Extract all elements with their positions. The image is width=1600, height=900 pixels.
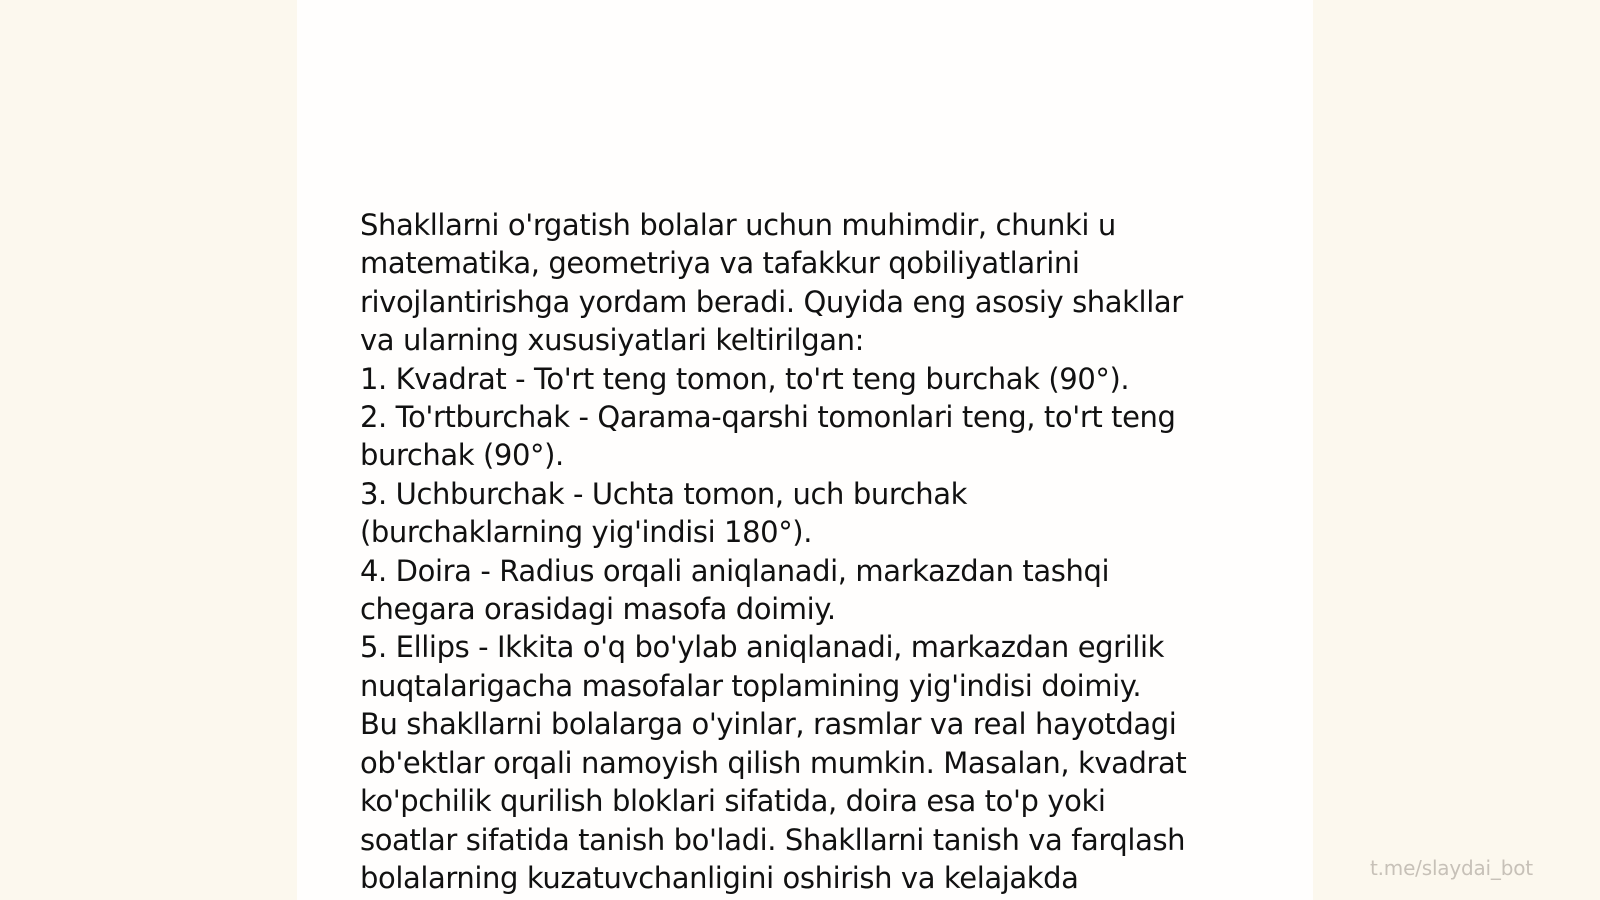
body-text-line: rivojlantirishga yordam beradi. Quyida eng asosiy shakllar — [360, 284, 1183, 319]
list-item-tortburchak-continuation: burchak (90°). — [360, 438, 564, 473]
watermark-text: t.me/slaydai_bot — [1370, 856, 1533, 880]
body-text-line: soatlar sifatida tanish bo'ladi. Shakllarni tanish va farqlash — [360, 822, 1186, 857]
list-item-uchburchak: 3. Uchburchak - Uchta tomon, uch burchak — [360, 476, 968, 511]
body-text-line: bolalarning kuzatuvchanligini oshirish va kelajakda — [360, 860, 1079, 895]
list-item-uchburchak-continuation: (burchaklarning yig'indisi 180°). — [360, 515, 813, 550]
list-item-doira: 4. Doira - Radius orqali aniqlanadi, markazdan tashqi — [360, 553, 1110, 588]
list-item-ellips-continuation: nuqtalarigacha masofalar toplamining yig'indisi doimiy. — [360, 668, 1142, 703]
body-text-line: ob'ektlar orqali namoyish qilish mumkin. Masalan, kvadrat — [360, 745, 1187, 780]
list-item-kvadrat: 1. Kvadrat - To'rt teng tomon, to'rt teng burchak (90°). — [360, 361, 1130, 396]
body-text-line: Bu shakllarni bolalarga o'yinlar, rasmlar va real hayotdagi — [360, 707, 1177, 742]
body-text-line: va ularning xususiyatlari keltirilgan: — [360, 323, 864, 358]
list-item-ellips: 5. Ellips - Ikkita o'q bo'ylab aniqlanadi, markazdan egrilik — [360, 630, 1165, 665]
list-item-doira-continuation: chegara orasidagi masofa doimiy. — [360, 592, 836, 627]
body-text-line: matematika, geometriya va tafakkur qobiliyatlarini — [360, 246, 1080, 281]
body-text-line: ko'pchilik qurilish bloklari sifatida, doira esa to'p yoki — [360, 784, 1106, 819]
slide-body-text — [360, 206, 1260, 897]
body-text-line: Shakllarni o'rgatish bolalar uchun muhimdir, chunki u — [360, 208, 1116, 242]
list-item-tortburchak: 2. To'rtburchak - Qarama-qarshi tomonlari teng, to'rt teng — [360, 400, 1176, 435]
